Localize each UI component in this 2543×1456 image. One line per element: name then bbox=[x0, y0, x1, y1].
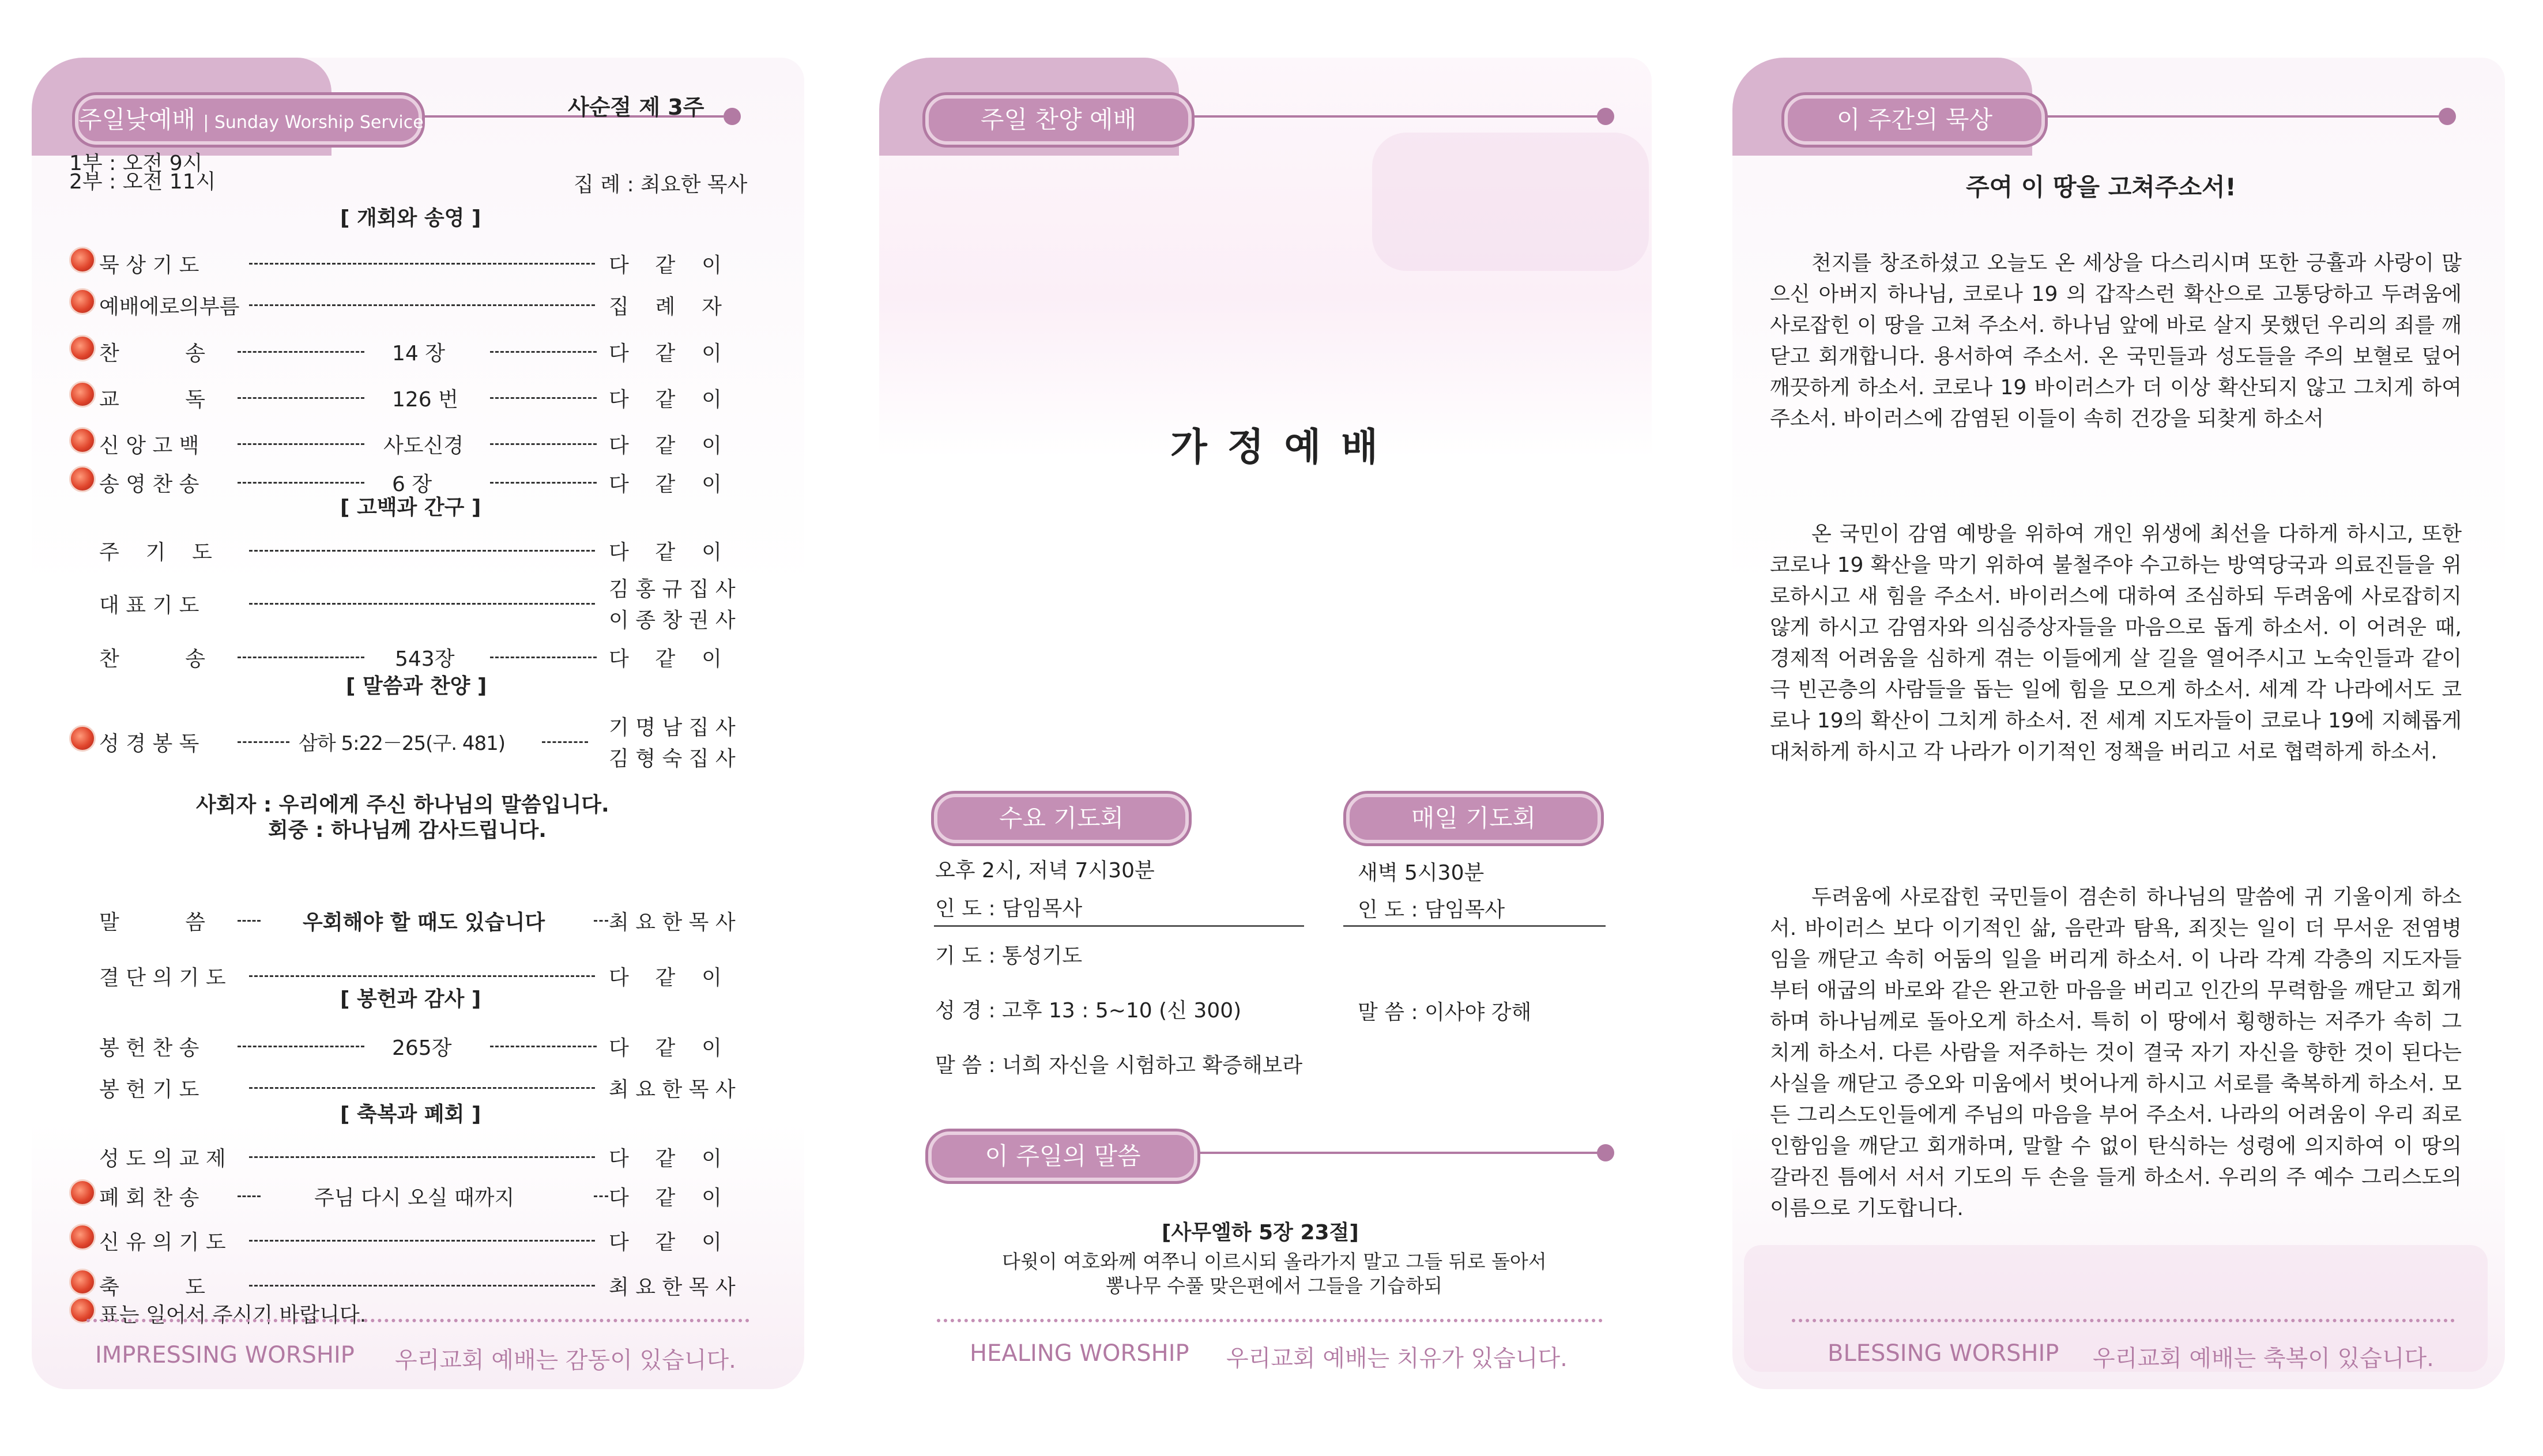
order-item-label: 성 경 봉 독 bbox=[99, 732, 199, 756]
header-rule bbox=[1193, 115, 1600, 118]
meditation-title: 주여 이 땅을 고쳐주소서! bbox=[1966, 173, 2236, 201]
order-item-person-2: 이 종 창 권 사 bbox=[609, 609, 736, 632]
leader-dashes bbox=[249, 1156, 595, 1158]
leader-dashes bbox=[594, 1195, 608, 1197]
weekly-meditation-header: 이 주간의 묵상 bbox=[1784, 95, 2045, 145]
weekly-verse-header: 이 주일의 말씀 bbox=[928, 1131, 1197, 1181]
order-item-label: 축 도 bbox=[99, 1276, 205, 1299]
order-item-detail: 126 번 bbox=[392, 388, 458, 412]
leader-dashes bbox=[249, 550, 595, 552]
order-item-label: 신 유 의 기 도 bbox=[99, 1231, 226, 1254]
order-item-person: 집 례 자 bbox=[609, 295, 722, 319]
order-item-person: 다 같 이 bbox=[609, 1147, 722, 1171]
home-worship-title: 가 정 예 배 bbox=[1170, 425, 1381, 469]
sunday-praise-header: 주일 찬양 예배 bbox=[925, 95, 1192, 145]
daily-sermon: 말 씀 : 이사야 강해 bbox=[1358, 1001, 1532, 1024]
order-item-detail: 주님 다시 오실 때까지 bbox=[314, 1186, 515, 1210]
leader-dashes bbox=[249, 603, 595, 605]
leader-dashes bbox=[249, 1285, 595, 1287]
order-item-person-2: 김 형 숙 집 사 bbox=[609, 747, 736, 771]
leader-dashes bbox=[238, 741, 289, 743]
daily-prayer-header: 매일 기도회 bbox=[1346, 794, 1601, 843]
order-item-person: 다 같 이 bbox=[609, 1036, 722, 1060]
wednesday-scripture: 성 경 : 고후 13 : 5~10 (신 300) bbox=[935, 999, 1242, 1023]
meditation-paragraph-1: 천지를 창조하셨고 오늘도 온 세상을 다스리시며 또한 긍휼과 사랑이 많으신 아버지 하나님, 코로나 19 의 갑작스런 확산으로 고통당하고 두려움에 사로잡힌 이 땅을 고쳐 주소서. 하나님 앞에 바로 살지 못했던 우리의 죄를 깨닫고 회개합니다. 용서하여 주소서. 온 국민들과 성도들을 주의 보혈로 덮어 깨끗하게 하소서. 코로나 19 바이러스가 더 이상 확산되지 않고 그치게 하여 주소서. 바이러스에 감염된 이들이 속히 건강을 되찾게 하소서 bbox=[1770, 251, 2462, 431]
service-time-1: 1부 : 오전 9시 bbox=[69, 152, 203, 175]
footer-en: IMPRESSING WORSHIP bbox=[95, 1342, 355, 1368]
order-item-label: 신 앙 고 백 bbox=[99, 434, 199, 458]
wednesday-leader: 인 도 : 담임목사 bbox=[935, 897, 1083, 921]
order-item-person: 최 요 한 목 사 bbox=[609, 911, 736, 934]
order-item-person: 최 요 한 목 사 bbox=[609, 1276, 736, 1299]
leader-dashes bbox=[249, 304, 595, 306]
standing-marker-icon bbox=[69, 288, 96, 315]
presiding-minister: 집 례 : 최요한 목사 bbox=[574, 173, 748, 197]
sunday-worship-header-en: | Sunday Worship Service bbox=[203, 112, 424, 133]
leader-dashes bbox=[249, 1087, 595, 1089]
order-item-person: 다 같 이 bbox=[609, 434, 722, 458]
header-rule-dot bbox=[1597, 108, 1614, 125]
daily-underline bbox=[1343, 925, 1606, 927]
leader-dashes bbox=[490, 1046, 597, 1047]
order-item-detail: 사도신경 bbox=[383, 434, 464, 458]
section-benediction: [ 축복과 폐회 ] bbox=[340, 1103, 481, 1126]
order-item-label: 말 씀 bbox=[99, 911, 205, 934]
order-item-person: 다 같 이 bbox=[609, 647, 722, 671]
meditation-paragraph-2: 온 국민이 감염 예방을 위하여 개인 위생에 최선을 다하게 하시고, 또한 코로나 19 확산을 막기 위하여 불철주야 수고하는 방역당국과 의료진들을 위로하시고 새 힘을 주소서. 바이러스에 대하여 조심하되 두려움에 사로잡히지 않게 하시고 감염자와 의심증상자들을 마음으로 돕게 하소서. 이 어려운 때, 경제적 어려움을 심하게 겪는 이들에게 살 길을 열어주시고 노숙인들과 같이 극 빈곤층의 사람들을 돕는 일에 힘을 모으게 하소서. 세계 각 나라에서도 코로나 19의 확산이 그치게 하소서. 전 세계 지도자들이 코로나 19에 지혜롭게 대처하게 하시고 각 나라가 이기적인 정책을 버리고 서로 협력하게 하소서. bbox=[1770, 522, 2462, 764]
order-item-detail: 265장 bbox=[392, 1036, 452, 1060]
order-item-person: 기 명 남 집 사 bbox=[609, 716, 736, 740]
section-confession: [ 고백과 간구 ] bbox=[340, 496, 481, 519]
standing-marker-icon bbox=[69, 247, 96, 273]
section-offering: [ 봉헌과 감사 ] bbox=[340, 987, 481, 1011]
daily-leader: 인 도 : 담임목사 bbox=[1358, 898, 1505, 922]
leader-dashes bbox=[238, 397, 364, 399]
leader-dashes bbox=[490, 443, 597, 445]
standing-marker-icon bbox=[69, 427, 96, 454]
order-item-label: 묵 상 기 도 bbox=[99, 254, 199, 277]
leader-dashes bbox=[249, 263, 595, 265]
order-item-label: 성 도 의 교 제 bbox=[99, 1147, 226, 1171]
leader-dashes bbox=[490, 657, 597, 658]
wednesday-prayer: 기 도 : 통성기도 bbox=[935, 944, 1083, 968]
wednesday-sermon: 말 씀 : 너희 자신을 시험하고 확증해보라 bbox=[935, 1054, 1303, 1077]
leader-dashes bbox=[238, 351, 364, 353]
standing-note: 표는 일어서 주시기 바랍니다. bbox=[99, 1303, 367, 1327]
wednesday-time: 오후 2시, 저녁 7시30분 bbox=[935, 859, 1155, 882]
order-item-person: 다 같 이 bbox=[609, 541, 722, 564]
order-item-person: 최 요 한 목 사 bbox=[609, 1078, 736, 1102]
footer-divider bbox=[86, 1319, 749, 1322]
verse-text-line-2: 뽕나무 수풀 맞은편에서 그들을 기습하되 bbox=[1106, 1274, 1442, 1297]
order-item-detail: 삼하 5:22－25(구. 481) bbox=[299, 732, 505, 755]
sunday-worship-header bbox=[75, 95, 422, 145]
verse-text-line-1: 다윗이 여호와께 여쭈니 이르시되 올라가지 말고 그들 뒤로 돌아서 bbox=[1002, 1250, 1547, 1273]
order-item-detail: 14 장 bbox=[392, 342, 446, 365]
header-rule-dot bbox=[2439, 108, 2456, 125]
leader-dashes bbox=[594, 920, 608, 922]
order-item-person: 다 같 이 bbox=[609, 1231, 722, 1254]
section-opening: [ 개회와 송영 ] bbox=[340, 206, 481, 230]
verse-reference: [사무엘하 5장 23절] bbox=[1162, 1221, 1359, 1244]
order-item-label: 찬 송 bbox=[99, 342, 205, 365]
leader-dashes bbox=[238, 443, 364, 445]
order-item-label: 봉 헌 찬 송 bbox=[99, 1036, 199, 1060]
verse-rule bbox=[1199, 1152, 1600, 1154]
order-item-detail: 6 장 bbox=[392, 473, 432, 496]
footer-divider bbox=[1792, 1319, 2455, 1322]
standing-marker-icon bbox=[69, 1269, 96, 1295]
footer-en: HEALING WORSHIP bbox=[970, 1340, 1189, 1367]
order-item-label: 교 독 bbox=[99, 388, 205, 412]
leader-dashes bbox=[238, 657, 364, 658]
leader-dashes bbox=[249, 1240, 595, 1242]
order-item-label: 결 단 의 기 도 bbox=[99, 966, 226, 990]
standing-marker-icon bbox=[69, 1224, 96, 1250]
header-rule bbox=[2047, 115, 2442, 118]
wednesday-prayer-header: 수요 기도회 bbox=[934, 794, 1189, 843]
standing-marker-icon bbox=[69, 725, 96, 752]
responsive-reading-congregation: 회중 : 하나님께 감사드립니다. bbox=[268, 818, 547, 842]
order-item-label: 대 표 기 도 bbox=[99, 594, 199, 617]
order-item-label: 찬 송 bbox=[99, 647, 205, 671]
order-item-person: 다 같 이 bbox=[609, 1186, 722, 1210]
standing-marker-icon bbox=[69, 466, 96, 492]
order-item-person: 다 같 이 bbox=[609, 473, 722, 496]
leader-dashes bbox=[238, 1195, 261, 1197]
footer-ko: 우리교회 예배는 감동이 있습니다. bbox=[395, 1347, 736, 1374]
verse-rule-dot bbox=[1597, 1144, 1614, 1161]
wednesday-underline bbox=[934, 925, 1304, 927]
footer-divider bbox=[937, 1319, 1603, 1322]
order-item-label: 송 영 찬 송 bbox=[99, 473, 199, 496]
leader-dashes bbox=[490, 397, 597, 399]
daily-time: 새벽 5시30분 bbox=[1358, 861, 1485, 885]
footer-ko: 우리교회 예배는 축복이 있습니다. bbox=[2093, 1345, 2434, 1372]
meditation-paragraph-3: 두려움에 사로잡힌 국민들이 겸손히 하나님의 말씀에 귀 기울이게 하소서. 바이러스 보다 이기적인 삶, 음란과 탐욕, 죄짓는 일이 더 무서운 전염병임을 깨닫고 속히 어둠의 일을 버리게 하소서. 이 나라 각계 각층의 지도자들부터 애굽의 바로와 같은 완고한 마음을 버리고 인간의 무력함을 깨닫고 회개하며 하나님께로 돌아오게 하소서. 특히 이 땅에서 횡행하는 저주가 속히 그치게 하소서. 다른 사람을 저주하는 것이 결국 자기 자신을 향한 것이 된다는 사실을 깨닫고 증오와 미움에서 벗어나게 하시고 서로를 축복하게 하소서. 모든 그리스도인들에게 주님의 마음을 부어 주소서. 나라의 어려움이 우리 죄로 인함임을 깨닫고 회개하며, 말할 수 없이 탄식하는 성령에 의지하여 이 땅의 갈라진 틈에서 서서 기도의 두 손을 들게 하소서. 우리의 주 예수 그리스도의 이름으로 기도합니다. bbox=[1770, 885, 2462, 1220]
order-item-detail: 우회해야 할 때도 있습니다 bbox=[303, 911, 545, 934]
service-time-2: 2부 : 오전 11시 bbox=[69, 170, 216, 194]
header-rule-dot bbox=[724, 108, 741, 125]
standing-marker-icon bbox=[69, 381, 96, 408]
footer-en: BLESSING WORSHIP bbox=[1828, 1340, 2059, 1367]
order-item-person: 다 같 이 bbox=[609, 966, 722, 990]
footer-ko: 우리교회 예배는 치유가 있습니다. bbox=[1226, 1345, 1568, 1372]
order-item-person: 다 같 이 bbox=[609, 388, 722, 412]
order-item-person: 다 같 이 bbox=[609, 342, 722, 365]
season-label: 사순절 제 3주 bbox=[568, 95, 704, 120]
leader-dashes bbox=[542, 741, 588, 743]
standing-marker-icon bbox=[69, 1179, 96, 1206]
order-item-label: 봉 헌 기 도 bbox=[99, 1078, 199, 1102]
responsive-reading-leader: 사회자 : 우리에게 주신 하나님의 말씀입니다. bbox=[196, 793, 609, 817]
order-item-label: 예배에로의부름 bbox=[99, 295, 240, 319]
order-item-person: 김 홍 규 집 사 bbox=[609, 578, 736, 601]
sunday-worship-header-ko: 주일낮예배 bbox=[78, 105, 195, 134]
leader-dashes bbox=[238, 920, 261, 922]
background-watermark bbox=[1372, 133, 1649, 271]
leader-dashes bbox=[490, 351, 597, 353]
order-item-label: 폐 회 찬 송 bbox=[99, 1186, 199, 1210]
standing-marker-icon bbox=[69, 335, 96, 361]
leader-dashes bbox=[238, 1046, 364, 1047]
leader-dashes bbox=[238, 482, 364, 484]
leader-dashes bbox=[490, 482, 597, 484]
order-item-person: 다 같 이 bbox=[609, 254, 722, 277]
order-item-detail: 543장 bbox=[395, 647, 455, 671]
leader-dashes bbox=[249, 975, 595, 977]
section-word: [ 말씀과 찬양 ] bbox=[346, 674, 487, 698]
order-item-label: 주 기 도 bbox=[99, 541, 212, 564]
